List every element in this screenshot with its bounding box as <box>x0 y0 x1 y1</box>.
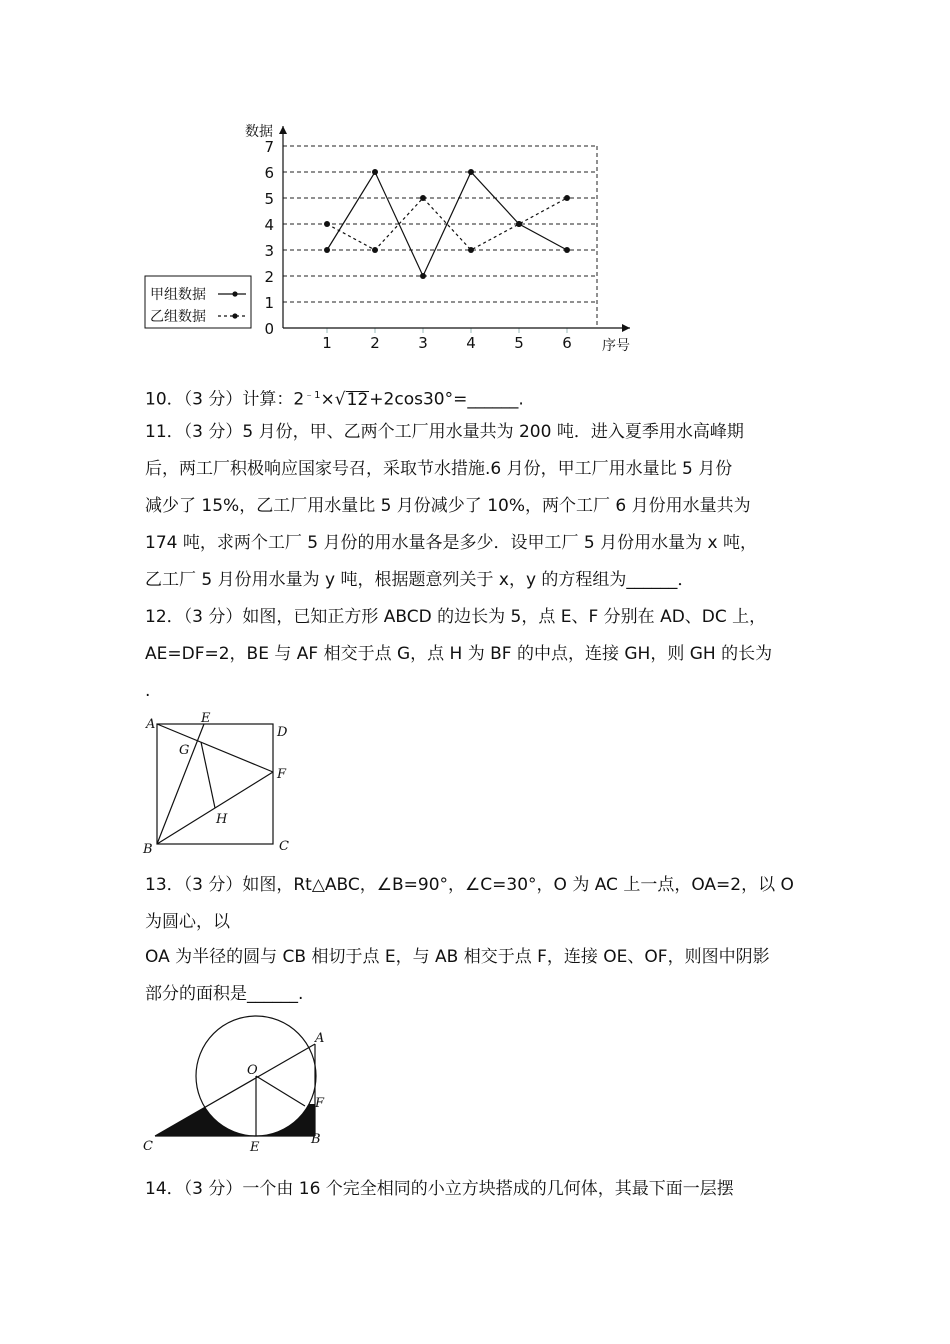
q13-line-2: 为圆心，以 <box>145 912 230 932</box>
y-tick-label: 7 <box>264 138 274 156</box>
x-tick-label: 1 <box>322 334 332 352</box>
legend-label: 甲组数据 <box>150 287 206 303</box>
q10-exponent: ﹣1 <box>304 390 321 401</box>
q10-radicand: 12 <box>346 389 369 410</box>
q10-end: . <box>518 389 524 410</box>
line-chart <box>140 118 650 358</box>
q11-line-5: 乙工厂 5 月份用水量为 y 吨，根据题意列关于 x，y 的方程组为______． <box>145 570 695 590</box>
q12-line-2: AE=DF=2，BE 与 AF 相交于点 G，点 H 为 BF 的中点，连接 GH，则 GH 的长为 <box>145 644 773 664</box>
q10-text-before: 10．（3 分）计算：2 <box>145 389 305 410</box>
y-tick-label: 1 <box>264 294 274 312</box>
x-tick-label: 3 <box>418 334 428 352</box>
label-c: C <box>143 1139 153 1154</box>
label-b: B <box>143 842 153 857</box>
x-axis-label: 序号 <box>602 338 630 354</box>
legend-marker <box>232 291 237 296</box>
question-10 <box>145 384 524 412</box>
q13-line-3: OA 为半径的圆与 CB 相切于点 E，与 AB 相交于点 F，连接 OE、OF，则图中阴影 <box>145 947 770 967</box>
label-d: D <box>277 725 288 740</box>
data-point <box>324 247 330 253</box>
label-e: E <box>201 711 211 726</box>
shaded-region <box>155 1104 320 1137</box>
q13-line-1: 13．（3 分）如图，Rt△ABC，∠B=90°，∠C=30°，O 为 AC 上一点，OA=2，以 O <box>145 875 794 895</box>
segment-gh <box>201 742 215 808</box>
data-point <box>420 273 426 279</box>
y-tick-label: 2 <box>264 268 274 286</box>
data-point <box>372 247 378 253</box>
segment-of <box>256 1076 305 1106</box>
q14-line-1: 14．（3 分）一个由 16 个完全相同的小立方块搭成的几何体，其最下面一层摆 <box>145 1179 734 1199</box>
q11-line-1: 11．（3 分）5 月份，甲、乙两个工厂用水量共为 200 吨．进入夏季用水高峰期 <box>145 422 744 442</box>
y-tick-label: 6 <box>264 164 274 182</box>
label-o: O <box>247 1063 258 1078</box>
q11-line-4: 174 吨，求两个工厂 5 月份的用水量各是多少．设甲工厂 5 月份用水量为 x 吨， <box>145 533 757 553</box>
label-e: E <box>250 1140 260 1155</box>
data-point <box>564 195 570 201</box>
data-point <box>516 221 522 227</box>
y-axis-label: 数据 <box>245 124 273 140</box>
square-figure <box>140 708 300 858</box>
x-tick-label: 4 <box>466 334 476 352</box>
square-abcd <box>157 724 273 844</box>
x-tick-label: 6 <box>562 334 572 352</box>
y-tick-label: 3 <box>264 242 274 260</box>
segment-be <box>157 724 204 844</box>
label-h: H <box>216 812 228 827</box>
legend-marker <box>232 313 237 318</box>
data-point <box>372 169 378 175</box>
data-point <box>564 247 570 253</box>
q12-line-3: . <box>145 681 151 701</box>
y-tick-label: 0 <box>264 320 274 338</box>
q10-times: × <box>320 389 335 410</box>
label-a: A <box>315 1031 325 1046</box>
q11-line-2: 后，两工厂积极响应国家号召，采取节水措施.6 月份，甲工厂用水量比 5 月份 <box>145 459 733 479</box>
data-point <box>468 169 474 175</box>
data-point <box>420 195 426 201</box>
q11-line-3: 减少了 15%，乙工厂用水量比 5 月份减少了 10%，两个工厂 6 月份用水量共为 <box>145 496 751 516</box>
x-axis-arrow <box>622 324 630 332</box>
q12-line-1: 12．（3 分）如图，已知正方形 ABCD 的边长为 5，点 E、F 分别在 AD、DC 上， <box>145 607 767 627</box>
q10-answer-blank: ______ <box>467 389 519 410</box>
x-tick-label: 5 <box>514 334 524 352</box>
label-c: C <box>279 839 289 854</box>
legend-label: 乙组数据 <box>150 309 206 325</box>
label-a: A <box>146 717 156 732</box>
x-tick-label: 2 <box>370 334 380 352</box>
data-point <box>324 221 330 227</box>
label-f: F <box>315 1096 325 1111</box>
label-f: F <box>277 767 287 782</box>
y-tick-label: 4 <box>264 216 274 234</box>
segment-af <box>157 724 273 772</box>
label-b: B <box>311 1132 321 1147</box>
q13-line-4: 部分的面积是______. <box>145 984 304 1004</box>
y-tick-label: 5 <box>264 190 274 208</box>
circle-triangle-figure <box>140 1012 340 1157</box>
q10-sqrt-sign: √ <box>334 389 346 410</box>
q10-text-after: +2cos30°= <box>369 389 468 410</box>
data-point <box>468 247 474 253</box>
y-axis-arrow <box>279 126 287 134</box>
label-g: G <box>179 743 190 758</box>
